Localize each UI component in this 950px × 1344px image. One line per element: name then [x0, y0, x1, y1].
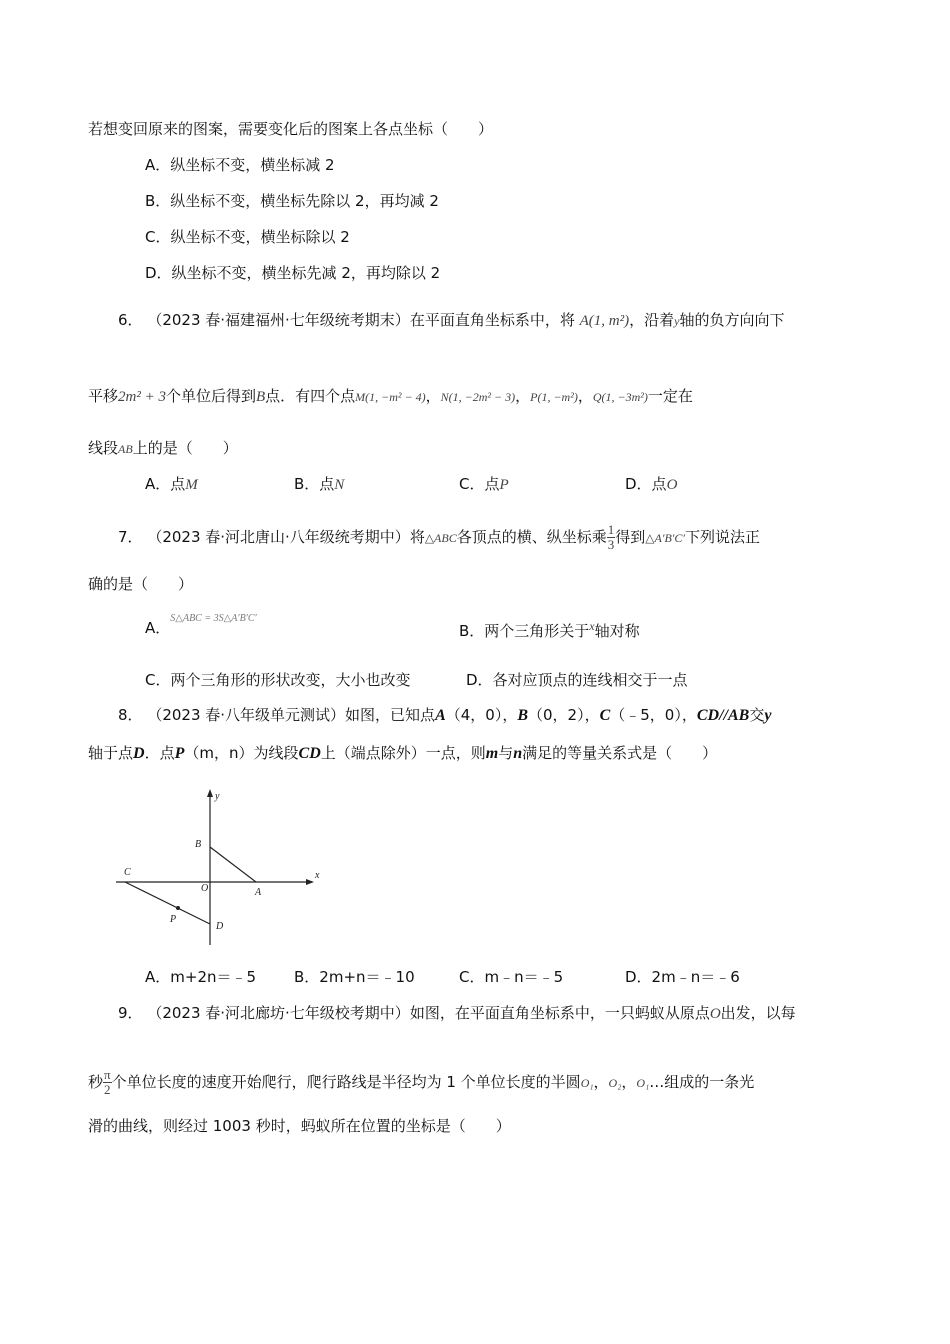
q7-text: 各顶点的横、纵坐标乘	[456, 528, 607, 546]
q7-triangle-abc: △ABC	[424, 531, 457, 545]
q8-text: 与	[498, 744, 514, 762]
label-o: O	[201, 883, 209, 894]
q8-coord: （4，0），	[445, 706, 518, 724]
q6-segment: AB	[118, 442, 133, 456]
q6-option-a	[145, 474, 198, 495]
q6-point-m: M(1, −m² − 4)	[355, 390, 426, 404]
q7-text: 将	[409, 528, 425, 546]
q7-option-label: A．	[145, 619, 171, 637]
y-axis-arrow	[207, 789, 213, 797]
q8-option-d: D．2m﹣n＝﹣6	[625, 968, 740, 986]
q9-text: 如图，在平面直角坐标系中，一只蚂蚁从原点	[409, 1004, 710, 1022]
q6-text: 线段	[88, 439, 119, 457]
q6-option-point: O	[666, 477, 678, 493]
q6-number: 6．	[118, 311, 143, 329]
q8-source: （2023 春·八年级单元测试）	[147, 706, 346, 724]
q8-point-a: A	[435, 707, 446, 724]
q6-option-b	[294, 474, 344, 495]
q6-line-3	[88, 438, 238, 459]
q6-separator: ，	[515, 387, 531, 405]
q7-text: 下列说法正	[685, 528, 761, 546]
q6-point-a: A(1, m²)	[579, 313, 630, 329]
q8-axis-y: y	[764, 707, 772, 724]
q7-option-c: C．两个三角形的形状改变，大小也改变	[145, 671, 411, 689]
q8-text: 满足的等量关系式是（ ）	[522, 744, 718, 762]
q6-option-label: C．点	[459, 475, 500, 493]
q9-origin-o: O	[709, 1006, 721, 1022]
label-b: B	[195, 839, 202, 850]
q8-relation: CD//AB	[696, 707, 750, 724]
q6-source: （2023 春·福建福州·七年级统考期末）	[147, 311, 410, 329]
q5-stem-tail: 若想变回原来的图案，需要变化后的图案上各点坐标（ ）	[88, 120, 494, 138]
q8-option-a: A．m+2n＝﹣5	[145, 968, 257, 986]
q9-text: 个单位长度的速度开始爬行，爬行路线是半径均为 1 个单位长度的半圆	[111, 1073, 581, 1091]
q6-text: 一定在	[647, 387, 693, 405]
q6-text: 上的是（ ）	[132, 439, 238, 457]
q9-line-3: 滑的曲线，则经过 1003 秒时，蚂蚁所在位置的坐标是（ ）	[88, 1117, 511, 1135]
q8-point-c: C	[599, 707, 611, 724]
q6-option-point: M	[185, 477, 198, 493]
q5-option-a: A．纵坐标不变，横坐标减 2	[145, 156, 335, 174]
q7-fraction-denominator: 3	[607, 537, 615, 552]
q7-option-b	[459, 621, 640, 642]
q7-line-1	[118, 523, 760, 552]
q8-line-1	[118, 705, 771, 726]
label-c: C	[124, 867, 131, 878]
q9-source: （2023 春·河北廊坊·七年级校考期中）	[147, 1004, 410, 1022]
q6-option-label: D．点	[625, 475, 667, 493]
q9-line-2: 秒 $\frac{\pi}{2}$ 个单位长度的速度开始爬行，爬行路线是半径均为 1 个单位长度的半圆O₁，O₂，O₁…组成的一条光	[88, 1067, 755, 1097]
x-axis-arrow	[306, 879, 314, 885]
label-x: x	[315, 870, 320, 881]
q7-option-a	[145, 613, 257, 641]
q6-separator: ，	[425, 387, 441, 405]
q8-text: 如图，已知点	[345, 706, 436, 724]
q6-point-b: B	[255, 389, 266, 405]
q5-option-d: D．纵坐标不变，横坐标先减 2，再均除以 2	[145, 264, 441, 282]
q8-figure	[110, 785, 330, 950]
q6-line-2	[88, 386, 693, 407]
q6-option-point: P	[499, 477, 509, 493]
q8-text: 交	[749, 706, 765, 724]
q8-point-b: B	[517, 707, 528, 724]
q9-fraction-numerator: π	[104, 1067, 111, 1082]
q6-axis: y	[674, 314, 680, 328]
segment-cd	[125, 882, 210, 924]
q8-text: 轴于点	[88, 744, 134, 762]
q9-line-1	[118, 1003, 796, 1024]
q7-triangle-abc-prime: △A′B′C′	[645, 531, 686, 545]
q6-point-n: N(1, −2m² − 3)	[440, 390, 516, 404]
q8-var-n: n	[513, 745, 523, 762]
q8-line-2	[88, 743, 717, 764]
label-y: y	[215, 791, 220, 802]
q6-point-q: Q(1, −3m²)	[592, 390, 648, 404]
segment-ab	[210, 847, 256, 882]
q7-fraction	[607, 523, 616, 552]
q8-coord: （0，2），	[528, 706, 600, 724]
point-p-dot	[176, 906, 180, 910]
q8-point-p: P	[174, 745, 185, 762]
q9-text: 出发，以每	[720, 1004, 796, 1022]
q7-option-a-formula: S△ABC = 3S△A′B′C′	[170, 613, 257, 624]
q9-semicircle-o1b: O₁	[636, 1076, 650, 1090]
q8-text: 为线段	[253, 744, 299, 762]
q5-option-c: C．纵坐标不变，横坐标除以 2	[145, 228, 350, 246]
q6-point-p: P(1, −m²)	[530, 390, 578, 404]
label-a: A	[255, 887, 262, 898]
q8-number: 8．	[118, 706, 143, 724]
q7-option-text: B．两个三角形关于	[459, 622, 590, 640]
q7-fraction-numerator: 1	[607, 522, 615, 537]
q8-text: ．点	[144, 744, 175, 762]
q6-option-label: A．点	[145, 475, 186, 493]
q6-option-label: B．点	[294, 475, 335, 493]
q6-option-c	[459, 474, 509, 495]
q6-text: 个单位后得到	[165, 387, 256, 405]
q9-text: …组成的一条光	[649, 1073, 755, 1091]
q7-line-2: 确的是（ ）	[88, 575, 194, 593]
q8-option-c: C．m﹣n＝﹣5	[459, 968, 564, 986]
q6-text: 轴的负方向向下	[679, 311, 785, 329]
q9-fraction-denominator: 2	[104, 1082, 111, 1097]
q7-option-axis: x	[589, 619, 595, 633]
q5-option-b: B．纵坐标不变，横坐标先除以 2，再均减 2	[145, 192, 439, 210]
q8-option-b: B．2m+n＝﹣10	[294, 968, 415, 986]
q9-number: 9．	[118, 1004, 143, 1022]
q6-separator: ，	[577, 387, 593, 405]
q9-semicircle-o1: O₁	[580, 1076, 594, 1090]
q8-point-d: D	[133, 745, 145, 762]
q6-line-1	[118, 310, 784, 331]
q7-number: 7．	[118, 528, 143, 546]
q8-segment-cd: CD	[298, 745, 321, 762]
q6-shift: 2m² + 3	[118, 389, 166, 405]
q6-text: 点．有四个点	[265, 387, 356, 405]
label-p: P	[170, 914, 177, 925]
q7-text: 得到	[615, 528, 646, 546]
q7-source: （2023 春·河北唐山·八年级统考期中）	[147, 528, 410, 546]
q8-coord: （m，n）	[184, 744, 254, 762]
q6-text: 平移	[88, 387, 119, 405]
q8-var-m: m	[485, 745, 499, 762]
q7-option-d: D．各对应顶点的连线相交于一点	[466, 671, 688, 689]
q6-option-d	[625, 474, 677, 495]
q7-option-text: 轴对称	[594, 622, 640, 640]
label-d: D	[216, 921, 224, 932]
q6-text: 在平面直角坐标系中，将	[409, 311, 575, 329]
q9-fraction	[103, 1068, 112, 1097]
q6-text: ，沿着	[629, 311, 675, 329]
q8-coord: （﹣5，0），	[610, 706, 697, 724]
q6-option-point: N	[334, 477, 345, 493]
q9-text: 秒	[88, 1073, 104, 1091]
q8-text: 上（端点除外）一点，则	[320, 744, 486, 762]
q9-semicircle-o2: O₂	[608, 1076, 622, 1090]
